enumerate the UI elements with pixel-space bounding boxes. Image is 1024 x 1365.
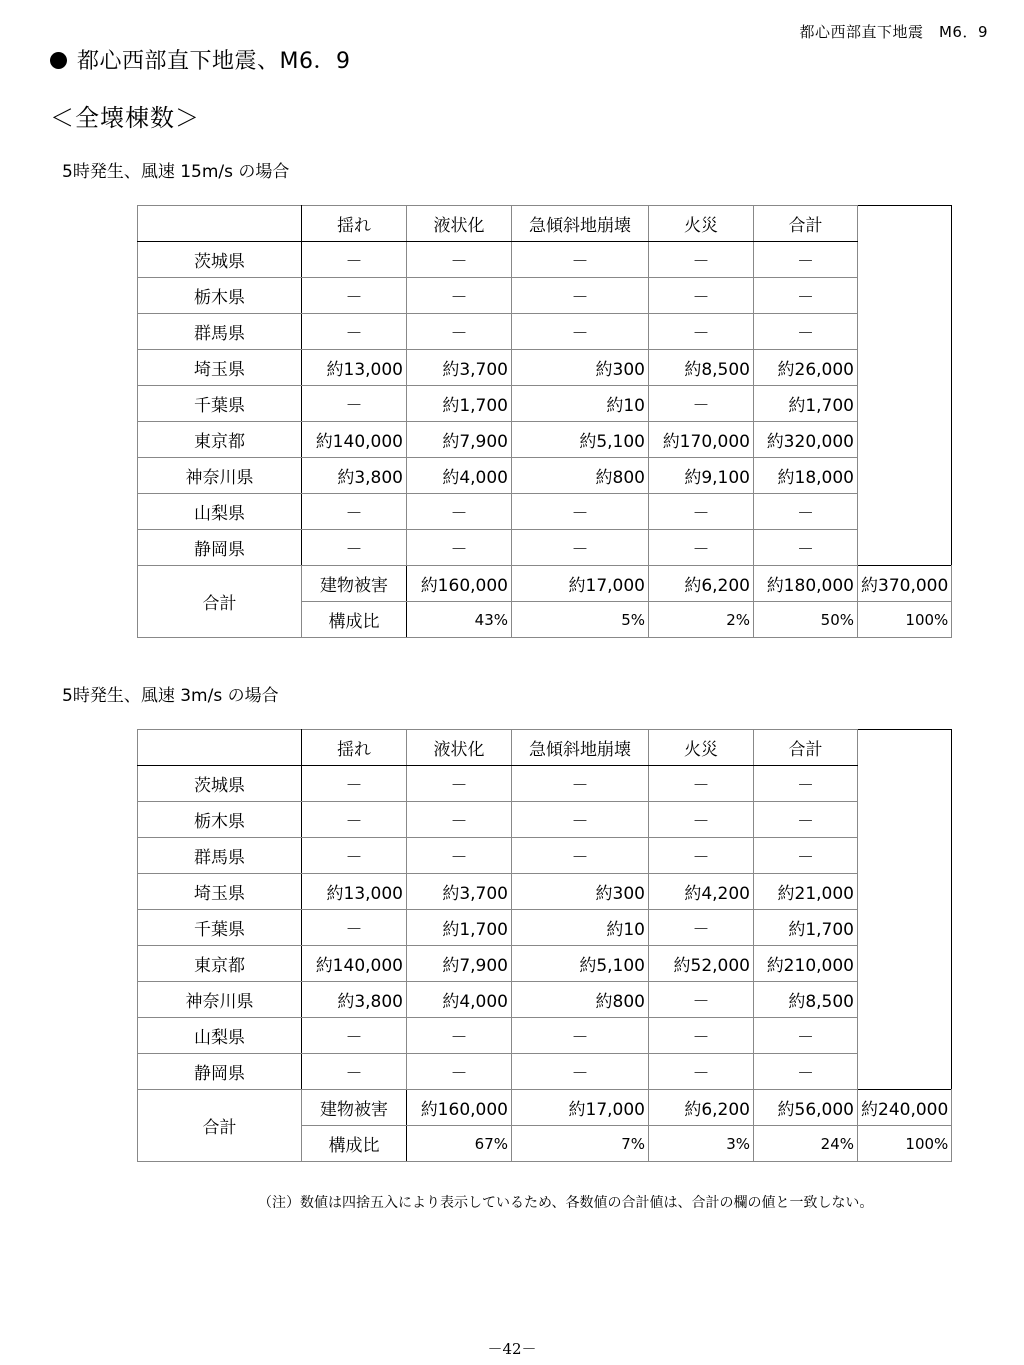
header-row [138,206,952,242]
table-row [138,1054,952,1090]
value-cell: 約7,900 [407,946,512,982]
prefecture-name: 千葉県 [138,910,302,946]
column-header: 揺れ [302,206,407,242]
total-label: 合計 [138,566,302,638]
ratio-value: 100% [858,602,952,638]
value-cell: － [754,530,858,566]
value-cell: － [407,494,512,530]
prefecture-name: 栃木県 [138,278,302,314]
building-damage-value: 約160,000 [407,1090,512,1126]
value-cell: － [407,242,512,278]
value-cell: － [407,278,512,314]
building-damage-value: 約240,000 [858,1090,952,1126]
value-cell: － [649,838,754,874]
value-cell: － [302,802,407,838]
value-cell: 約52,000 [649,946,754,982]
value-cell: － [302,838,407,874]
table-row [138,1018,952,1054]
table-row [138,874,952,910]
value-cell: － [754,1018,858,1054]
value-cell: － [649,242,754,278]
value-cell: 約3,800 [302,458,407,494]
table-row [138,838,952,874]
value-cell: 約1,700 [754,910,858,946]
value-cell: － [302,766,407,802]
section-subtitle: ＜全壊棟数＞ [50,104,200,132]
column-header: 液状化 [407,206,512,242]
prefecture-name: 静岡県 [138,530,302,566]
value-cell: － [407,802,512,838]
value-cell: － [302,242,407,278]
prefecture-name: 群馬県 [138,314,302,350]
value-cell: 約3,700 [407,874,512,910]
table-row [138,314,952,350]
value-cell: － [302,386,407,422]
footnote: （注）数値は四捨五入により表示しているため、各数値の合計値は、合計の欄の値と一致しない。 [258,1195,874,1211]
column-header: 火災 [649,730,754,766]
building-damage-value: 約160,000 [407,566,512,602]
value-cell: － [754,278,858,314]
value-cell: － [512,278,649,314]
prefecture-name: 東京都 [138,422,302,458]
value-cell: 約140,000 [302,946,407,982]
ratio-value: 3% [649,1126,754,1162]
prefecture-name: 茨城県 [138,766,302,802]
table-row [138,766,952,802]
value-cell: 約5,100 [512,422,649,458]
table-row [138,422,952,458]
value-cell: 約3,700 [407,350,512,386]
prefecture-name: 茨城県 [138,242,302,278]
value-cell: 約800 [512,458,649,494]
value-cell: － [754,1054,858,1090]
value-cell: － [754,494,858,530]
header-row [138,730,952,766]
value-cell: － [512,1054,649,1090]
ratio-value: 50% [754,602,858,638]
value-cell: － [649,530,754,566]
ratio-value: 100% [858,1126,952,1162]
value-cell: － [512,1018,649,1054]
total-label: 合計 [138,1090,302,1162]
table-row [138,458,952,494]
value-cell: － [512,766,649,802]
value-cell: － [407,1054,512,1090]
value-cell: － [302,530,407,566]
value-cell: 約13,000 [302,350,407,386]
value-cell: － [754,766,858,802]
value-cell: － [512,242,649,278]
value-cell: － [754,838,858,874]
prefecture-name: 神奈川県 [138,458,302,494]
prefecture-name: 山梨県 [138,1018,302,1054]
building-damage-value: 約56,000 [754,1090,858,1126]
running-header: 都心西部直下地震 M6．9 [799,23,988,41]
value-cell: 約7,900 [407,422,512,458]
building-damage-label: 建物被害 [302,1090,407,1126]
prefecture-name: 静岡県 [138,1054,302,1090]
building-damage-value: 約17,000 [512,1090,649,1126]
value-cell: 約9,100 [649,458,754,494]
value-cell: 約8,500 [754,982,858,1018]
value-cell: － [649,386,754,422]
value-cell: － [754,314,858,350]
value-cell: － [407,530,512,566]
table-row [138,910,952,946]
value-cell: 約3,800 [302,982,407,1018]
table-row [138,946,952,982]
value-cell: 約300 [512,874,649,910]
value-cell: 約1,700 [407,386,512,422]
ratio-value: 7% [512,1126,649,1162]
value-cell: － [649,910,754,946]
table-row [138,530,952,566]
damage-table-1 [137,205,952,638]
value-cell: － [754,802,858,838]
value-cell: 約13,000 [302,874,407,910]
building-damage-value: 約370,000 [858,566,952,602]
value-cell: 約21,000 [754,874,858,910]
value-cell: － [407,1018,512,1054]
value-cell: － [512,838,649,874]
column-header: 揺れ [302,730,407,766]
value-cell: － [302,494,407,530]
page-title [50,44,350,75]
value-cell: 約320,000 [754,422,858,458]
table-row [138,494,952,530]
value-cell: － [512,494,649,530]
value-cell: － [649,982,754,1018]
column-header: 急傾斜地崩壊 [512,206,649,242]
prefecture-name: 群馬県 [138,838,302,874]
value-cell: － [407,838,512,874]
table-row [138,278,952,314]
ratio-value: 5% [512,602,649,638]
header-corner-cell [138,730,302,766]
building-damage-label: 建物被害 [302,566,407,602]
column-header: 合計 [754,206,858,242]
ratio-value: 2% [649,602,754,638]
value-cell: 約210,000 [754,946,858,982]
value-cell: － [512,530,649,566]
value-cell: 約300 [512,350,649,386]
value-cell: 約26,000 [754,350,858,386]
building-damage-value: 約17,000 [512,566,649,602]
value-cell: 約5,100 [512,946,649,982]
column-header: 急傾斜地崩壊 [512,730,649,766]
value-cell: 約10 [512,910,649,946]
value-cell: 約1,700 [754,386,858,422]
prefecture-name: 埼玉県 [138,874,302,910]
value-cell: － [302,910,407,946]
prefecture-name: 神奈川県 [138,982,302,1018]
value-cell: 約140,000 [302,422,407,458]
prefecture-name: 山梨県 [138,494,302,530]
value-cell: － [512,314,649,350]
value-cell: 約170,000 [649,422,754,458]
table-caption-2: 5時発生、風速 3m/s の場合 [62,686,279,706]
table-row [138,386,952,422]
damage-table-2 [137,729,952,1162]
prefecture-name: 栃木県 [138,802,302,838]
prefecture-name: 千葉県 [138,386,302,422]
table-caption-1: 5時発生、風速 15m/s の場合 [62,162,290,182]
value-cell: 約8,500 [649,350,754,386]
table-row [138,802,952,838]
value-cell: － [302,1054,407,1090]
ratio-label: 構成比 [302,602,407,638]
value-cell: 約4,200 [649,874,754,910]
value-cell: 約10 [512,386,649,422]
value-cell: － [649,802,754,838]
ratio-value: 24% [754,1126,858,1162]
value-cell: － [649,1054,754,1090]
building-damage-value: 約6,200 [649,566,754,602]
value-cell: － [302,278,407,314]
column-header: 火災 [649,206,754,242]
value-cell: 約4,000 [407,458,512,494]
value-cell: 約18,000 [754,458,858,494]
value-cell: 約4,000 [407,982,512,1018]
column-header: 合計 [754,730,858,766]
value-cell: 約800 [512,982,649,1018]
bullet-icon [50,52,67,69]
table-row [138,350,952,386]
prefecture-name: 東京都 [138,946,302,982]
ratio-value: 43% [407,602,512,638]
ratio-label: 構成比 [302,1126,407,1162]
header-corner-cell [138,206,302,242]
value-cell: － [407,766,512,802]
table-row [138,242,952,278]
value-cell: － [649,494,754,530]
prefecture-name: 埼玉県 [138,350,302,386]
ratio-value: 67% [407,1126,512,1162]
value-cell: 約1,700 [407,910,512,946]
page-number: －42－ [487,1340,537,1358]
value-cell: － [407,314,512,350]
value-cell: － [649,1018,754,1054]
building-damage-value: 約6,200 [649,1090,754,1126]
value-cell: － [649,766,754,802]
total-row-building-damage [138,566,952,602]
building-damage-value: 約180,000 [754,566,858,602]
value-cell: － [512,802,649,838]
value-cell: － [649,278,754,314]
total-row-building-damage [138,1090,952,1126]
value-cell: － [649,314,754,350]
value-cell: － [302,314,407,350]
value-cell: － [754,242,858,278]
table-row [138,982,952,1018]
column-header: 液状化 [407,730,512,766]
value-cell: － [302,1018,407,1054]
page-title-text: 都心西部直下地震、M6．9 [77,49,351,74]
